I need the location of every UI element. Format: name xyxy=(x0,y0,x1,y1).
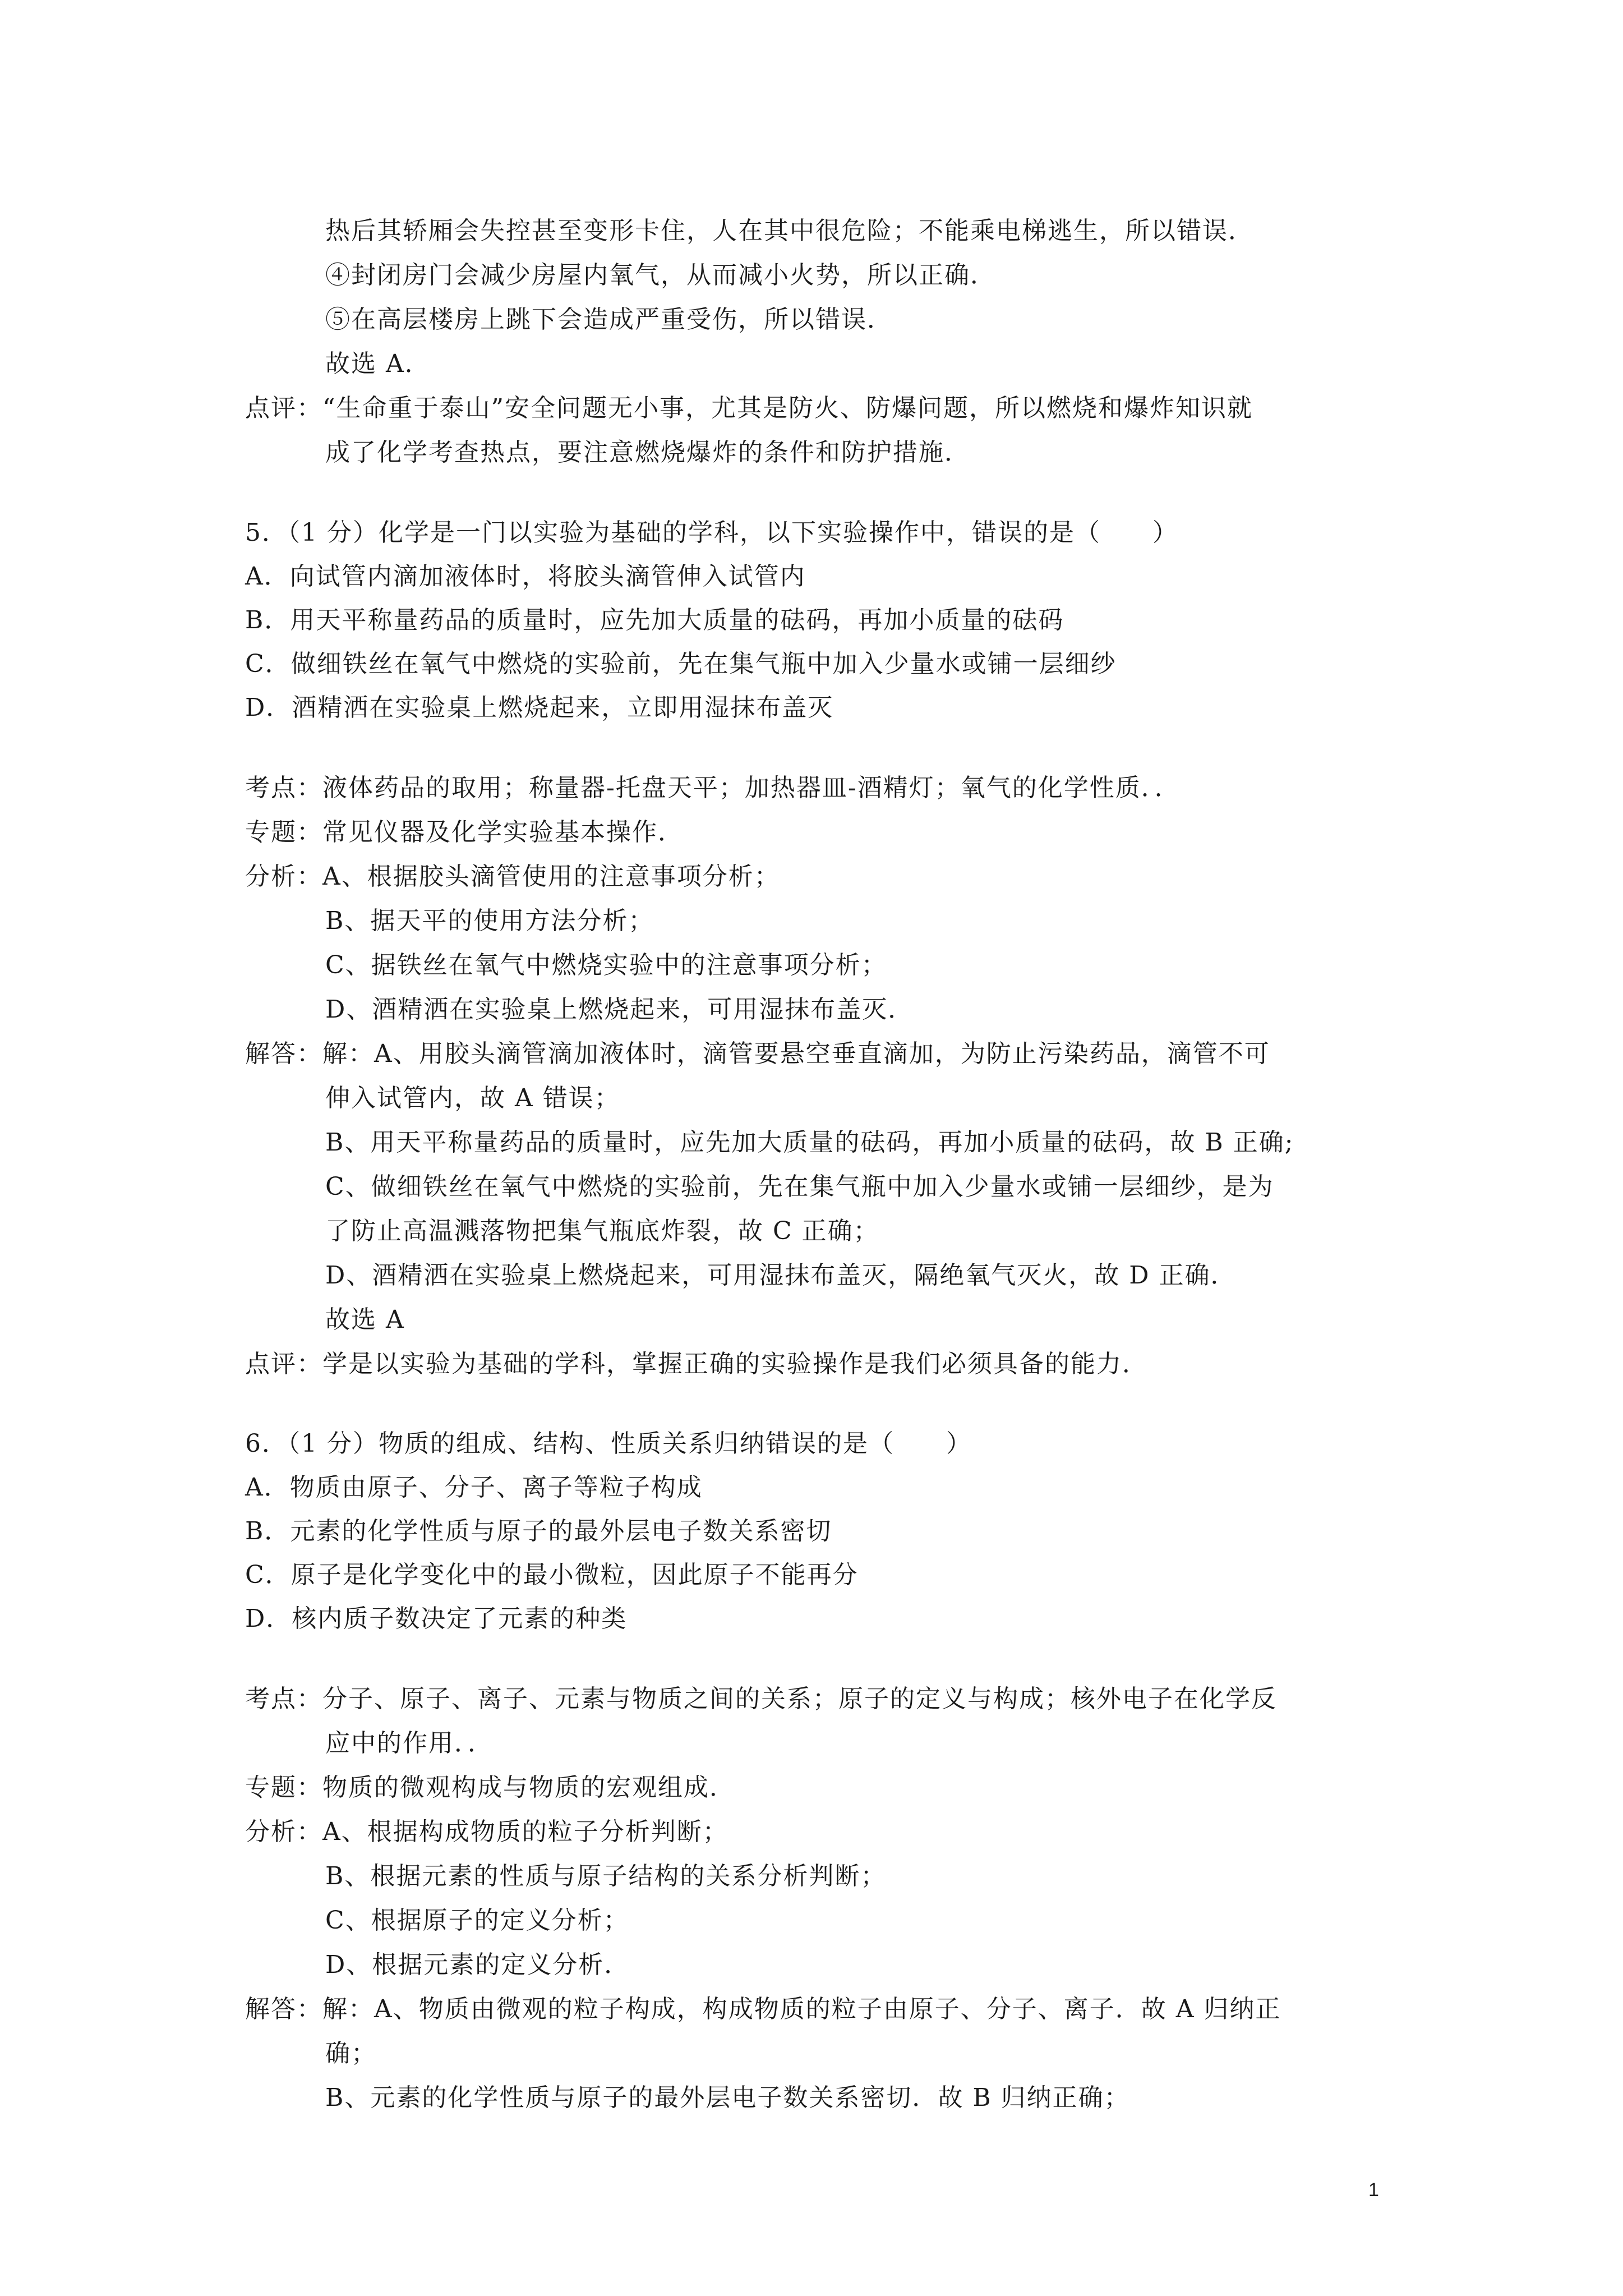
text-line: A．向试管内滴加液体时，将胶头滴管伸入试管内 xyxy=(245,562,806,591)
page-number: 1 xyxy=(1368,2179,1379,2201)
text-line: 专题：常见仪器及化学实验基本操作． xyxy=(245,818,684,846)
text-line: 应中的作用．． xyxy=(325,1729,494,1757)
text-line: 5．（1 分）化学是一门以实验为基础的学科，以下实验操作中，错误的是（ ） xyxy=(245,518,1178,547)
text-line: C、据铁丝在氧气中燃烧实验中的注意事项分析； xyxy=(325,951,887,979)
text-line: 点评：学是以实验为基础的学科，掌握正确的实验操作是我们必须具备的能力． xyxy=(245,1350,1148,1378)
text-line: B．用天平称量药品的质量时，应先加大质量的砝码，再加小质量的砝码 xyxy=(245,606,1064,634)
text-line: D、酒精洒在实验桌上燃烧起来，可用湿抹布盖灭． xyxy=(325,995,914,1024)
text-line: 伸入试管内，故 A 错误； xyxy=(325,1084,620,1112)
text-line: B、元素的化学性质与原子的最外层电子数关系密切．故 B 归纳正确； xyxy=(325,2083,1130,2112)
text-line: 考点：液体药品的取用；称量器-托盘天平；加热器皿-酒精灯；氧气的化学性质．． xyxy=(245,774,1181,802)
text-line: ⑤在高层楼房上跳下会造成严重受伤，所以错误． xyxy=(325,305,893,334)
text-line: D、根据元素的定义分析． xyxy=(325,1950,630,1979)
text-line: B、据天平的使用方法分析； xyxy=(325,907,654,935)
text-line: 成了化学考查热点，要注意燃烧爆炸的条件和防护措施． xyxy=(325,438,970,467)
text-line: B．元素的化学性质与原子的最外层电子数关系密切 xyxy=(245,1517,832,1545)
text-line: 解答：解：A、物质由微观的粒子构成，构成物质的粒子由原子、分子、离子．故 A 归纳正 xyxy=(245,1995,1281,2023)
text-line: ④封闭房门会减少房屋内氧气，从而减小火势，所以正确． xyxy=(325,261,996,289)
text-line: D、酒精洒在实验桌上燃烧起来，可用湿抹布盖灭，隔绝氧气灭火，故 D 正确． xyxy=(325,1261,1237,1290)
text-line: D．核内质子数决定了元素的种类 xyxy=(245,1604,628,1633)
text-line: B、用天平称量药品的质量时，应先加大质量的砝码，再加小质量的砝码，故 B 正确; xyxy=(325,1128,1294,1157)
text-line: 分析：A、根据胶头滴管使用的注意事项分析； xyxy=(245,862,780,891)
text-line: 确； xyxy=(325,2039,377,2068)
text-line: 解答：解：A、用胶头滴管滴加液体时，滴管要悬空垂直滴加，为防止污染药品，滴管不可 xyxy=(245,1039,1270,1068)
text-line: 热后其轿厢会失控甚至变形卡住，人在其中很危险；不能乘电梯逃生，所以错误． xyxy=(325,217,1254,245)
text-line: C．做细铁丝在氧气中燃烧的实验前，先在集气瓶中加入少量水或铺一层细纱 xyxy=(245,650,1117,678)
text-line: 故选 A． xyxy=(325,349,431,378)
text-line: B、根据元素的性质与原子结构的关系分析判断； xyxy=(325,1862,887,1890)
text-line: 6．（1 分）物质的组成、结构、性质关系归纳错误的是（ ） xyxy=(245,1429,972,1458)
text-line: A．物质由原子、分子、离子等粒子构成 xyxy=(245,1473,703,1502)
text-line: 点评：“生命重于泰山”安全问题无小事，尤其是防火、防爆问题，所以燃烧和爆炸知识就 xyxy=(245,394,1253,422)
text-line: 考点：分子、原子、离子、元素与物质之间的关系；原子的定义与构成；核外电子在化学反 xyxy=(245,1685,1277,1713)
text-line: D．酒精洒在实验桌上燃烧起来，立即用湿抹布盖灭 xyxy=(245,693,834,722)
text-line: C、根据原子的定义分析； xyxy=(325,1906,629,1935)
text-line: 专题：物质的微观构成与物质的宏观组成． xyxy=(245,1773,735,1802)
text-line: 分析：A、根据构成物质的粒子分析判断； xyxy=(245,1818,728,1846)
text-line: 故选 A xyxy=(325,1305,405,1334)
text-line: C、做细铁丝在氧气中燃烧的实验前，先在集气瓶中加入少量水或铺一层细纱，是为 xyxy=(325,1172,1274,1201)
text-line: C．原子是化学变化中的最小微粒，因此原子不能再分 xyxy=(245,1561,859,1589)
text-line: 了防止高温溅落物把集气瓶底炸裂，故 C 正确； xyxy=(325,1217,879,1245)
